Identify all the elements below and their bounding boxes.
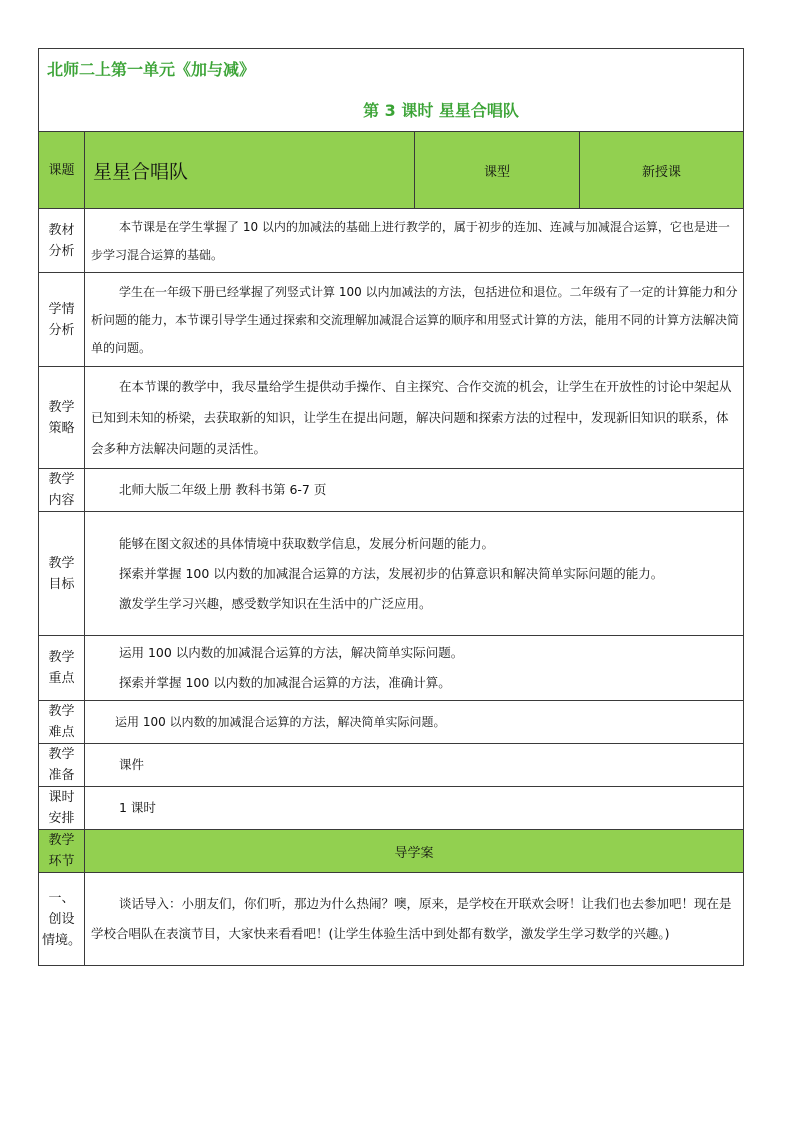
type-value: 新授课 bbox=[580, 132, 744, 209]
step1-text: 谈话导入：小朋友们，你们听，那边为什么热闹？噢，原来，是学校在开联欢会呀！让我们也去参加吧！现在是学校合唱队在表演节目，大家快来看看吧！(让学生体验生活中到处都有数学，激发学生学习数学的兴趣。) bbox=[85, 873, 744, 966]
key-points-label: 教学 重点 bbox=[39, 636, 85, 701]
strategy-label: 教学 策略 bbox=[39, 367, 85, 469]
lesson-title: 第 3 课时 星星合唱队 bbox=[39, 87, 744, 132]
type-label: 课型 bbox=[415, 132, 580, 209]
goals-label: 教学 目标 bbox=[39, 512, 85, 636]
content-text: 北师大版二年级上册 教科书第 6-7 页 bbox=[85, 469, 744, 512]
difficulty-text: 运用 100 以内数的加减混合运算的方法，解决简单实际问题。 bbox=[85, 701, 744, 744]
content-label: 教学 内容 bbox=[39, 469, 85, 512]
process-text: 导学案 bbox=[85, 830, 744, 873]
lesson-plan-table bbox=[38, 48, 744, 966]
material-label: 教材 分析 bbox=[39, 209, 85, 273]
goals-text bbox=[85, 512, 744, 636]
key-point-item: 探索并掌握 100 以内数的加减混合运算的方法，准确计算。 bbox=[119, 675, 451, 690]
learner-label: 学情 分析 bbox=[39, 273, 85, 367]
topic-label: 课题 bbox=[39, 132, 85, 209]
process-label: 教学 环节 bbox=[39, 830, 85, 873]
key-point-item: 运用 100 以内数的加减混合运算的方法，解决简单实际问题。 bbox=[119, 645, 464, 660]
preparation-label: 教学 准备 bbox=[39, 744, 85, 787]
key-points-text bbox=[85, 636, 744, 701]
schedule-text: 1 课时 bbox=[85, 787, 744, 830]
goal-item: 激发学生学习兴趣，感受数学知识在生活中的广泛应用。 bbox=[119, 595, 432, 611]
schedule-label: 课时 安排 bbox=[39, 787, 85, 830]
topic-value: 星星合唱队 bbox=[85, 132, 415, 209]
learner-text: 学生在一年级下册已经掌握了列竖式计算 100 以内加减法的方法，包括进位和退位。二年级有了一定的计算能力和分析问题的能力，本节课引导学生通过探索和交流理解加减混合运算的顺序和用竖式计算的方法，能用不同的计算方法解决简单的问题。 bbox=[85, 273, 744, 367]
goal-item: 能够在图文叙述的具体情境中获取数学信息，发展分析问题的能力。 bbox=[119, 535, 495, 551]
step1-label: 一、 创设 情境。 bbox=[39, 873, 85, 966]
material-text: 本节课是在学生掌握了 10 以内的加减法的基础上进行教学的，属于初步的连加、连减与加减混合运算，它也是进一步学习混合运算的基础。 bbox=[85, 209, 744, 273]
goal-item: 探索并掌握 100 以内数的加减混合运算的方法，发展初步的估算意识和解决简单实际问题的能力。 bbox=[119, 565, 664, 581]
preparation-text: 课件 bbox=[85, 744, 744, 787]
lesson-plan-sheet bbox=[38, 48, 743, 966]
strategy-text: 在本节课的教学中，我尽量给学生提供动手操作、自主探究、合作交流的机会，让学生在开放性的讨论中架起从已知到未知的桥梁，去获取新的知识，让学生在提出问题，解决问题和探索方法的过程中，发现新旧知识的联系，体会多种方法解决问题的灵活性。 bbox=[85, 367, 744, 469]
unit-title: 北师二上第一单元《加与减》 bbox=[39, 49, 744, 88]
difficulty-label: 教学 难点 bbox=[39, 701, 85, 744]
